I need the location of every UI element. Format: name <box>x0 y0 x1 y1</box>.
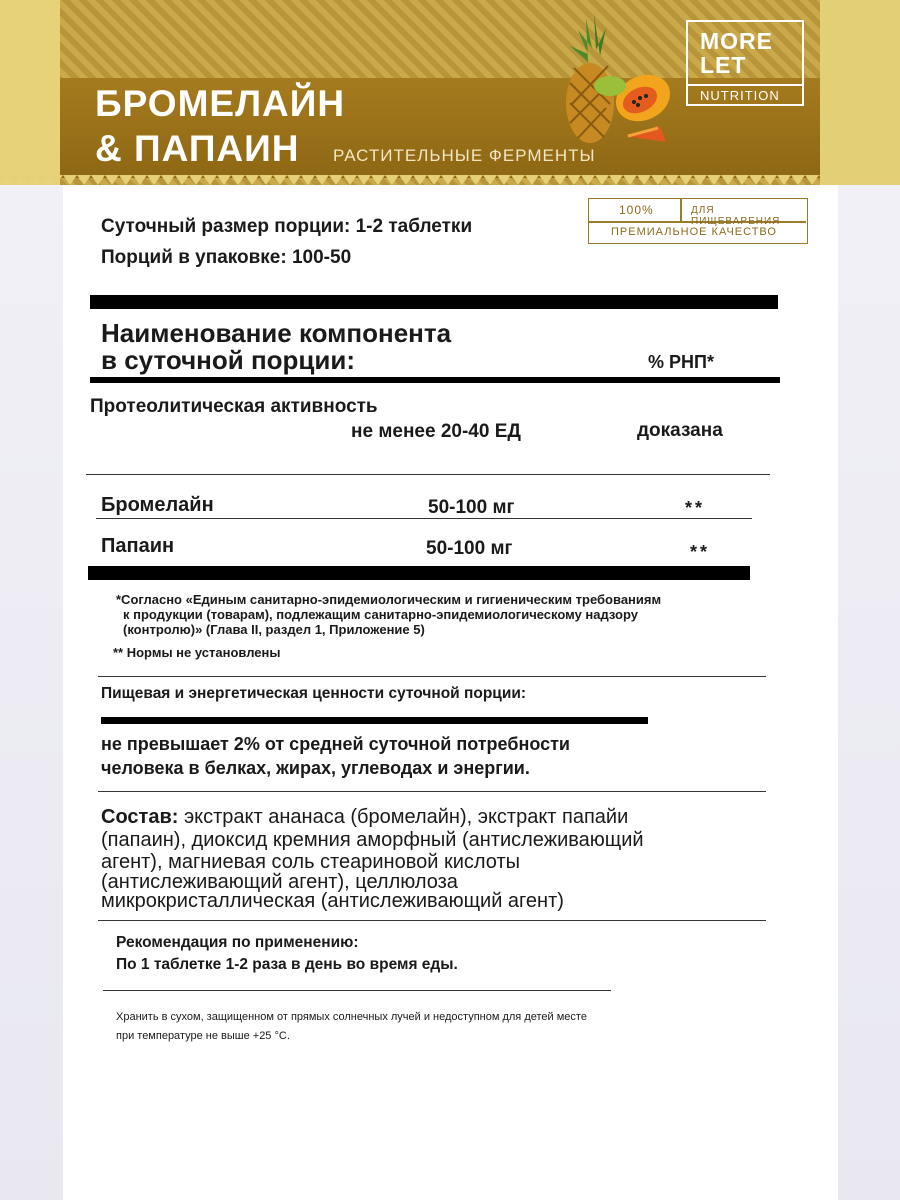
composition-line4: (антислеживающий агент), целлюлоза <box>101 871 458 893</box>
brand-logo <box>686 20 804 106</box>
ingredient-amount-0: 50-100 мг <box>428 497 515 518</box>
energy-heading: Пищевая и энергетическая ценности суточной порции: <box>101 685 527 702</box>
row-divider <box>96 518 752 519</box>
brand-name-line1: MORE <box>700 28 773 54</box>
row-divider <box>86 474 770 475</box>
storage-line2: при температуре не выше +25 °С. <box>116 1030 290 1042</box>
brand-name-line2: LET <box>700 52 747 78</box>
activity-label: Протеолитическая активность <box>90 396 378 417</box>
product-title-line2: & ПАПАИН <box>95 128 300 169</box>
ingredient-name-1: Папаин <box>101 535 175 557</box>
table-header-line1: Наименование компонента <box>101 318 452 348</box>
badge-divider-vertical <box>680 199 682 221</box>
quality-badge <box>588 198 808 244</box>
usage-text: По 1 таблетке 1-2 раза в день во время еды. <box>116 956 458 973</box>
energy-bar <box>101 717 648 724</box>
serving-size: Суточный размер порции: 1-2 таблетки <box>101 216 473 237</box>
logo-divider <box>688 84 802 86</box>
brand-tagline: NUTRITION <box>700 88 780 103</box>
composition-text1: экстракт ананаса (бромелайн), экстракт папайи <box>178 806 629 828</box>
section-divider <box>98 791 766 792</box>
fruit-illustration-icon <box>548 8 678 158</box>
composition-label: Состав: <box>101 806 179 828</box>
table-header-line2: в суточной порции: <box>101 345 356 375</box>
energy-line1: не превышает 2% от средней суточной потребности <box>101 734 570 754</box>
ingredient-rnp-1: ** <box>690 542 711 562</box>
servings-per-pack: Порций в упаковке: 100-50 <box>101 247 352 268</box>
composition-line1 <box>101 806 628 829</box>
activity-value: не менее 20-40 ЕД <box>351 421 521 442</box>
product-title-line1: БРОМЕЛАЙН <box>95 83 346 124</box>
section-divider <box>103 990 611 991</box>
ingredient-name-0: Бромелайн <box>101 494 214 516</box>
composition-line3: агент), магниевая соль стеариновой кислоты <box>101 851 520 873</box>
section-divider <box>98 920 766 921</box>
energy-line2: человека в белках, жирах, углеводах и энергии. <box>101 758 530 778</box>
storage-line1: Хранить в сухом, защищенном от прямых солнечных лучей и недоступном для детей месте <box>116 1011 587 1023</box>
footnote-line3: (контролю)» (Глава II, раздел 1, Приложение 5) <box>123 622 425 637</box>
section-divider <box>98 676 766 677</box>
rnp-header: % РНП* <box>648 352 714 372</box>
footnote-line1: *Согласно «Единым санитарно-эпидемиологическим и гигиеническим требованиям <box>116 592 662 607</box>
activity-status: доказана <box>637 420 723 441</box>
usage-heading: Рекомендация по применению: <box>116 934 359 951</box>
composition-line2: (папаин), диоксид кремния аморфный (антислеживающий <box>101 829 644 851</box>
badge-purpose: ДЛЯ ПИЩЕВАРЕНИЯ <box>691 205 781 227</box>
footnote-line4: ** Нормы не установлены <box>113 645 281 660</box>
product-subtitle: РАСТИТЕЛЬНЫЕ ФЕРМЕНТЫ <box>333 146 596 165</box>
badge-quality: ПРЕМИАЛЬНОЕ КАЧЕСТВО <box>611 226 777 238</box>
table-bottom-bar <box>88 566 750 580</box>
composition-line5: микрокристаллическая (антислеживающий агент) <box>101 890 564 912</box>
badge-percent: 100% <box>619 203 654 217</box>
table-top-bar <box>90 295 778 309</box>
ingredient-rnp-0: ** <box>685 498 706 518</box>
footnote-line2: к продукции (товарам), подлежащим санитарно-эпидемиологическому надзору <box>123 607 638 622</box>
ingredient-amount-1: 50-100 мг <box>426 538 513 559</box>
table-header-divider <box>90 377 780 383</box>
header-banner <box>0 0 900 185</box>
